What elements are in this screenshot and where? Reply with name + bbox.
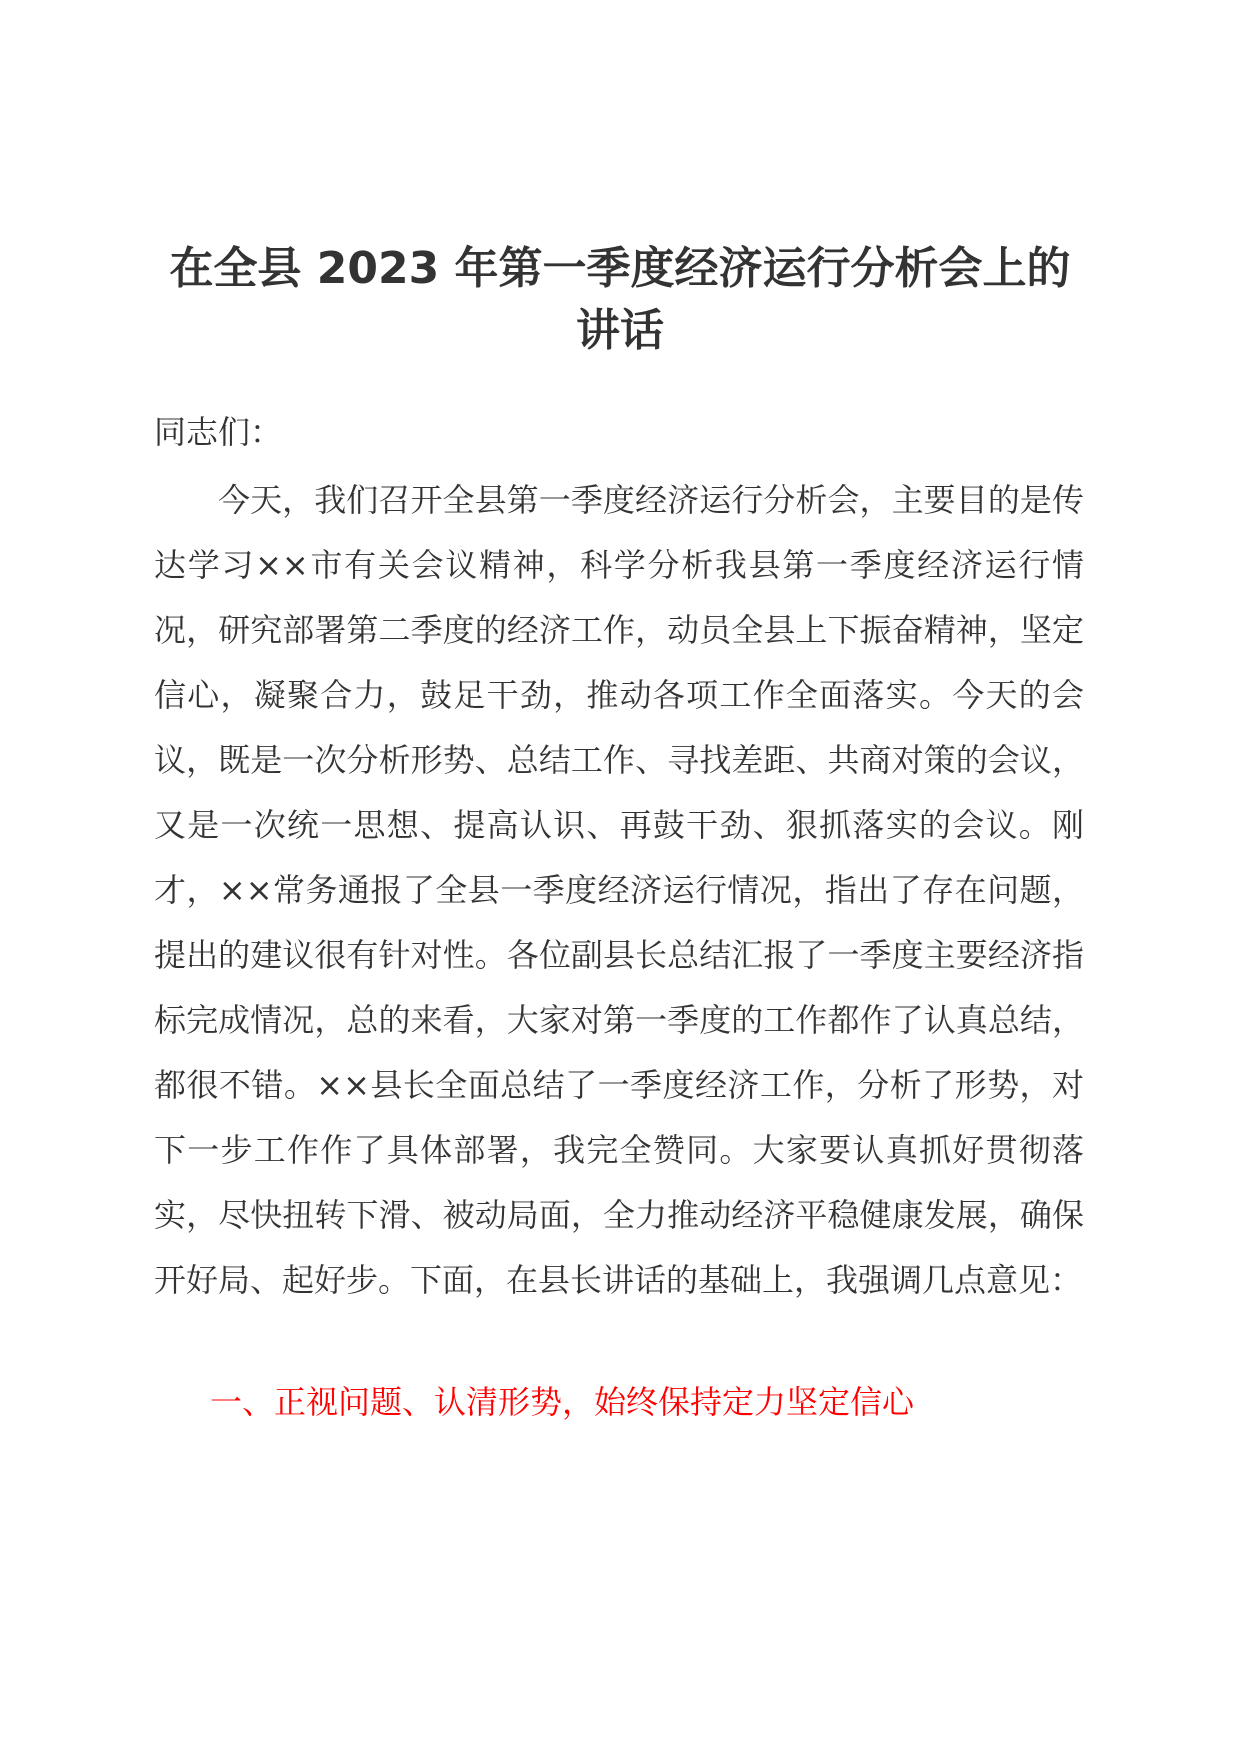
title-line-2: 讲话: [576, 305, 664, 356]
section-heading: 一、正视问题、认清形势，始终保持定力坚定信心: [210, 1383, 915, 1421]
salutation: 同志们：: [154, 413, 283, 451]
document-title: [150, 238, 1090, 362]
body-paragraph: 今天，我们召开全县第一季度经济运行分析会，主要目的是传达学习××市有关会议精神，科学分析我县第一季度经济运行情况，研究部署第二季度的经济工作，动员全县上下振奋精神，坚定信心，凝聚合力，鼓足干劲，推动各项工作全面落实。今天的会议，既是一次分析形势、总结工作、寻找差距、共商对策的会议，又是一次统一思想、提高认识、再鼓干劲、狠抓落实的会议。刚才，××常务通报了全县一季度经济运行情况，指出了存在问题，提出的建议很有针对性。各位副县长总结汇报了一季度主要经济指标完成情况，总的来看，大家对第一季度的工作都作了认真总结，都很不错。××县长全面总结了一季度经济工作，分析了形势，对下一步工作作了具体部署，我完全赞同。大家要认真抓好贯彻落实，尽快扭转下滑、被动局面，全力推动经济平稳健康发展，确保开好局、起好步。下面，在县长讲话的基础上，我强调几点意见：: [154, 481, 1084, 1299]
title-line-1: 在全县 2023 年第一季度经济运行分析会上的: [169, 243, 1071, 294]
document-body: [154, 402, 1084, 1313]
